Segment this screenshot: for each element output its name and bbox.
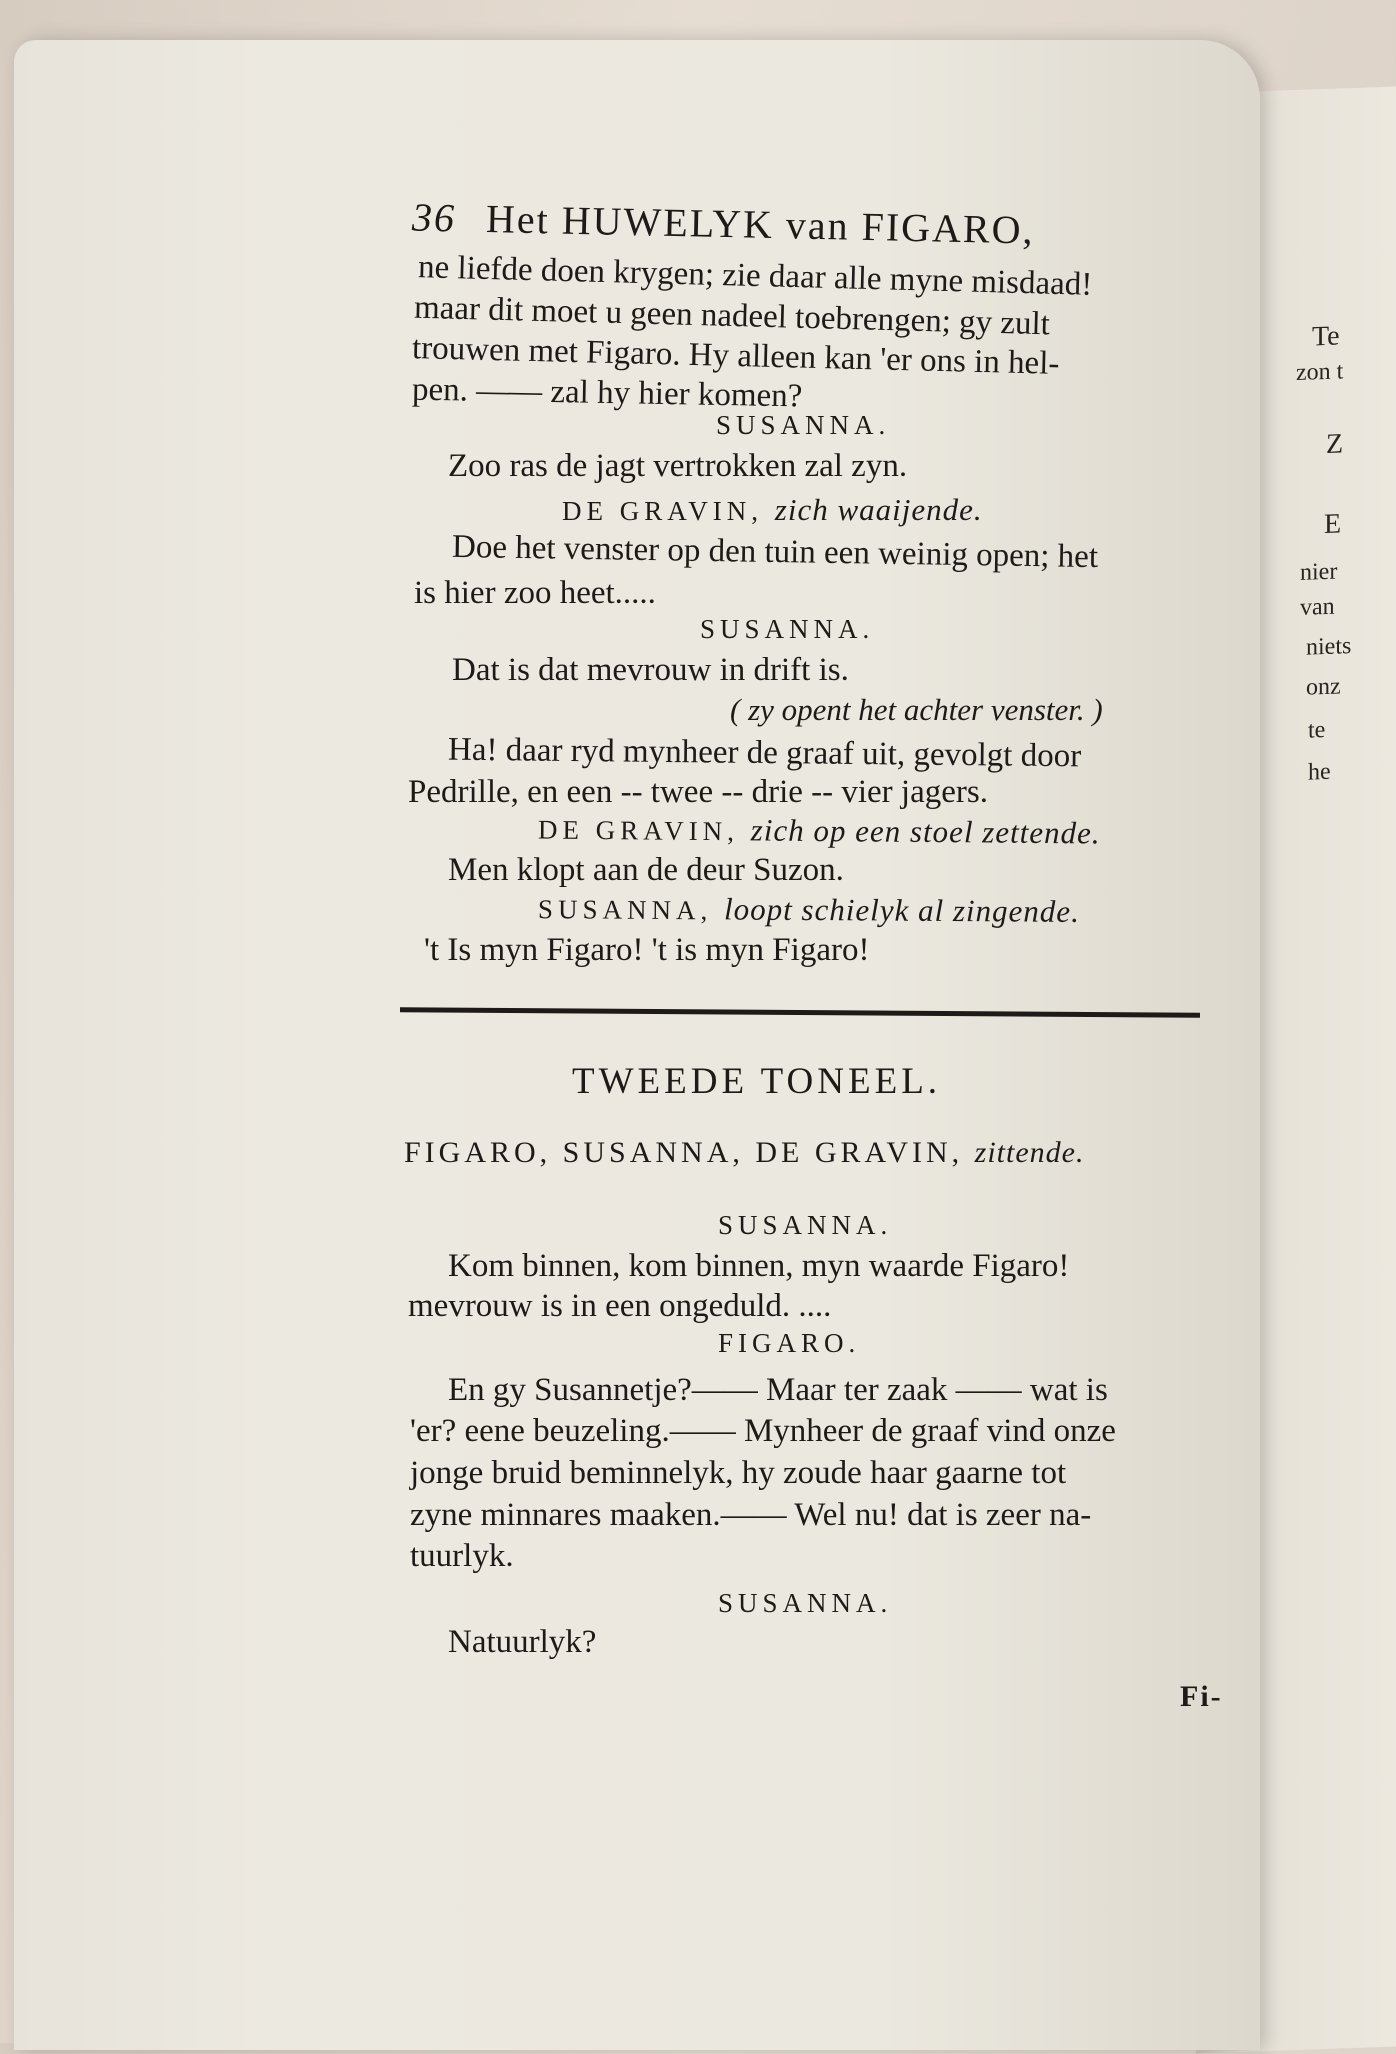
text-line: Men klopt aan de deur Suzon.	[448, 852, 844, 888]
cast-list	[404, 1136, 1084, 1170]
facing-page-text: Z	[1326, 428, 1344, 460]
text-line: pen. —— zal hy hier komen?	[411, 371, 803, 415]
text-line: Zoo ras de jagt vertrokken zal zyn.	[448, 448, 908, 484]
page-number: 36	[411, 194, 457, 241]
speaker-heading	[562, 492, 983, 528]
speaker-name: SUSANNA.	[718, 1210, 893, 1240]
facing-page-text: nier	[1300, 558, 1338, 586]
speaker-heading	[538, 811, 1101, 852]
facing-page-text: niets	[1306, 633, 1352, 661]
text-line: Natuurlyk?	[448, 1624, 597, 1660]
speaker-name: DE GRAVIN,	[537, 814, 740, 847]
text-line: Pedrille, en een -- twee -- drie -- vier jagers.	[408, 774, 988, 810]
text-line: 't Is myn Figaro! 't is myn Figaro!	[424, 932, 870, 968]
stage-direction: loopt schielyk al zingende.	[723, 891, 1081, 929]
stage-direction: zich op een stoel zettende.	[750, 812, 1101, 851]
facing-page-text: Te	[1312, 320, 1340, 353]
text-line: Ha! daar ryd mynheer de graaf uit, gevolgt door	[447, 731, 1082, 775]
text-line: En gy Susannetje?—— Maar ter zaak —— wat is	[448, 1372, 1108, 1408]
text-line: trouwen met Figaro. Hy alleen kan 'er ons in hel-	[411, 330, 1060, 382]
speaker-heading	[538, 890, 1080, 930]
stage-direction: ( zy opent het achter venster. )	[730, 692, 1103, 727]
stage-direction: zich waaijende.	[774, 492, 983, 527]
cast-names: FIGARO, SUSANNA, DE GRAVIN,	[404, 1136, 964, 1169]
text-line: Dat is dat mevrouw in drift is.	[452, 652, 849, 688]
facing-page-text: van	[1300, 593, 1335, 621]
text-line: maar dit moet u geen nadeel toebrengen; gy zult	[413, 289, 1051, 343]
facing-page-text: te	[1308, 716, 1326, 744]
facing-page-text: onz	[1306, 673, 1341, 701]
running-title: Het HUWELYK van FIGARO,	[485, 196, 1035, 253]
text-line: ne liefde doen krygen; zie daar alle myne misdaad!	[417, 249, 1093, 303]
speaker-name: SUSANNA.	[718, 1588, 893, 1618]
text-line: Kom binnen, kom binnen, myn waarde Figaro!	[448, 1248, 1070, 1284]
speaker-name: SUSANNA.	[700, 614, 875, 644]
catchword: Fi-	[1180, 1680, 1223, 1713]
text-line: jonge bruid beminnelyk, hy zoude haar gaarne tot	[410, 1455, 1067, 1491]
facing-page-text: zon t	[1296, 358, 1344, 386]
scene-title: TWEEDE TONEEL.	[572, 1061, 942, 1102]
text-line: is hier zoo heet.....	[414, 575, 656, 611]
text-line: 'er? eene beuzeling.—— Mynheer de graaf vind onze	[410, 1413, 1116, 1449]
facing-page-text: he	[1308, 758, 1331, 786]
speaker-name: SUSANNA.	[716, 410, 891, 440]
speaker-name: SUSANNA,	[537, 894, 713, 926]
text-line: zyne minnares maaken.—— Wel nu! dat is zeer na-	[410, 1497, 1092, 1533]
stage-direction: zittende.	[974, 1136, 1085, 1169]
facing-page-text: E	[1324, 508, 1342, 541]
text-line: mevrouw is in een ongeduld. ....	[408, 1288, 832, 1324]
text-line: Doe het venster op den tuin een weinig open; het	[451, 528, 1099, 576]
text-line: tuurlyk.	[410, 1538, 514, 1574]
speaker-name: DE GRAVIN,	[562, 496, 764, 526]
speaker-name: FIGARO.	[718, 1328, 861, 1358]
